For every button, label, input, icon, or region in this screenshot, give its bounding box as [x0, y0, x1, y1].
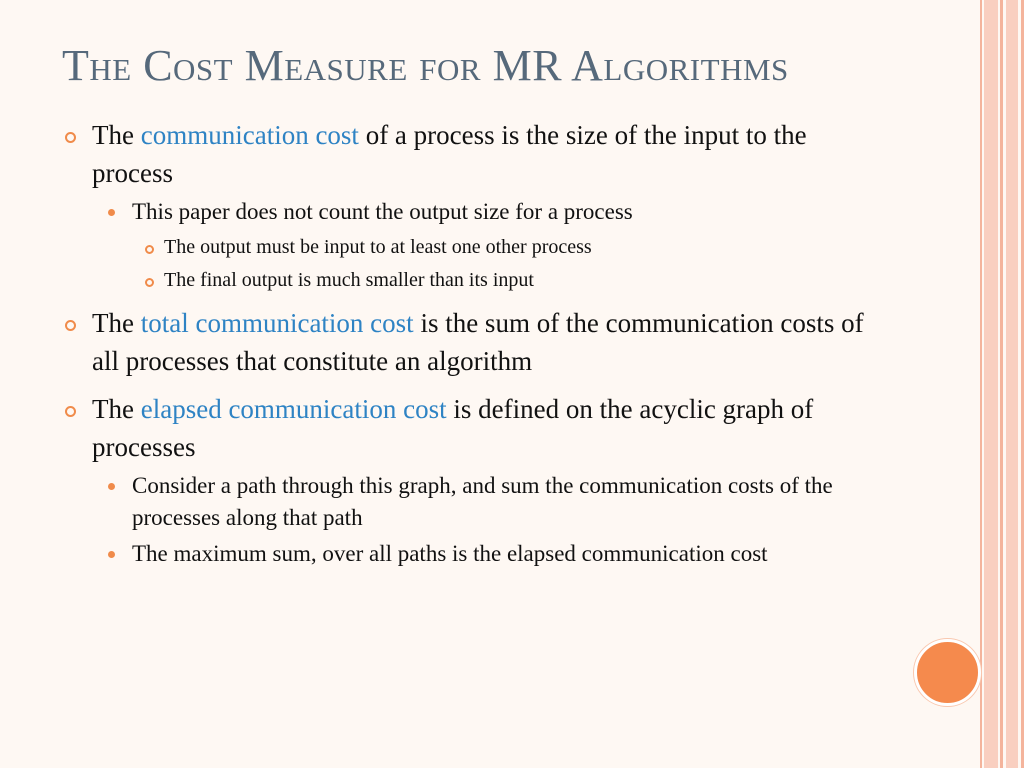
term-elapsed-communication-cost: elapsed communication cost [140, 394, 447, 424]
bullet-total-communication-cost: The total communication cost is the sum of the communication costs of all processes that constitute an algorithm [62, 304, 882, 380]
dot-bullet-icon [108, 551, 115, 558]
subbullet-maximum-sum: The maximum sum, over all paths is the elapsed communication cost [62, 538, 882, 570]
slide-title: The Cost Measure for MR Algorithms [62, 41, 789, 90]
subbullet-consider-path: Consider a path through this graph, and sum the communication costs of the processes along that path [62, 470, 882, 534]
subsubbullet-output-input: The output must be input to at least one other process [62, 234, 882, 261]
ring-bullet-icon [145, 245, 154, 254]
ring-bullet-icon [65, 132, 76, 143]
subbullet-output-size: This paper does not count the output size for a process [62, 196, 882, 228]
decorative-circle [914, 639, 981, 706]
bullet-elapsed-communication-cost: The elapsed communication cost is defined on the acyclic graph of processes [62, 390, 882, 466]
dot-bullet-icon [108, 209, 115, 216]
term-communication-cost: communication cost [140, 120, 359, 150]
ring-bullet-icon [65, 320, 76, 331]
bullet-communication-cost: The communication cost of a process is the size of the input to the process [62, 116, 882, 192]
ring-bullet-icon [65, 406, 76, 417]
subsubbullet-final-output: The final output is much smaller than its input [62, 267, 882, 294]
ring-bullet-icon [145, 278, 154, 287]
dot-bullet-icon [108, 483, 115, 490]
decorative-stripes [980, 0, 1024, 768]
bullet-list [62, 116, 882, 570]
term-total-communication-cost: total communication cost [140, 308, 414, 338]
